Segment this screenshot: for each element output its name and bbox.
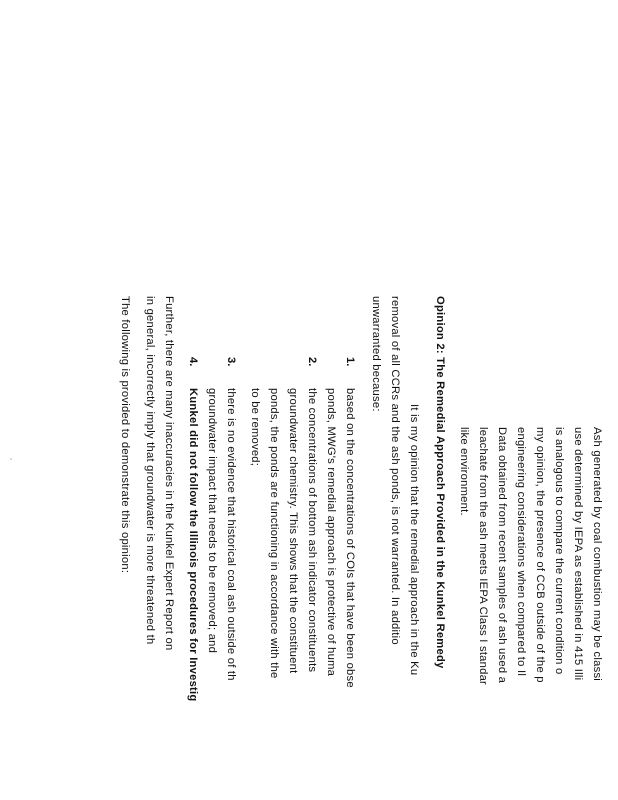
list-item-line: the concentrations of bottom ash indicator constituents (306, 388, 318, 673)
opinion2-intro-line: It is my opinion that the remedial approach in the Ku (408, 404, 420, 676)
list-item-number: 4. (187, 357, 199, 367)
closing-line: The following is provided to demonstrate this opinion: (119, 296, 131, 574)
list-item-number: 2. (306, 357, 318, 367)
list-item-line: groundwater impact that needs to be removed; and (206, 388, 218, 654)
list-item-number: 1. (344, 357, 356, 367)
paragraph1-line: Ash generated by coal combustion may be classi (591, 427, 603, 682)
list-item-number: 3. (225, 357, 237, 367)
paragraph1-line: leachate from the ash meets IEPA Class I standar (477, 427, 489, 686)
list-item-line: ponds, MWG's remedial approach is protective of huma (325, 388, 337, 677)
list-item-line: ponds, the ponds are functioning in accordance with the (268, 388, 280, 679)
closing-line: Further, there are many inaccuracies in the Kunkel Expert Report on (163, 296, 175, 651)
opinion2-intro-line: removal of all CCRs and the ash ponds, is not warranted. In additio (389, 296, 401, 645)
paragraph1-line: Data obtained from recent samples of ash used a (496, 427, 508, 684)
scan-speck (10, 458, 12, 460)
paragraph1-line: engineering considerations when compared to Il (515, 427, 527, 677)
paragraph1-line: is analogous to compare the current condition o (553, 427, 565, 675)
list-item-line: groundwater chemistry. This shows that the constituent (287, 388, 299, 674)
opinion2-intro-line: unwarranted because: (370, 296, 382, 412)
closing-line: in general, incorrectly imply that groundwater is more threatened th (144, 296, 156, 645)
list-item-line: Kunkel did not follow the Illinois procedures for Investig (187, 388, 199, 702)
paragraph1-line: like environment. (458, 427, 470, 516)
opinion2-heading: Opinion 2: The Remedial Approach Provided in the Kunkel Remedy (434, 296, 446, 669)
paragraph1-line: use determined by IEPA as established in 415 Illi (572, 427, 584, 681)
list-item-line: there is no evidence that historical coal ash outside of th (225, 388, 237, 681)
list-item-line: to be removed; (249, 388, 261, 467)
list-item-line: based on the concentrations of COIs that have been obse (344, 388, 356, 688)
paragraph1-line: my opinion, the presence of CCB outside of the p (534, 427, 546, 683)
